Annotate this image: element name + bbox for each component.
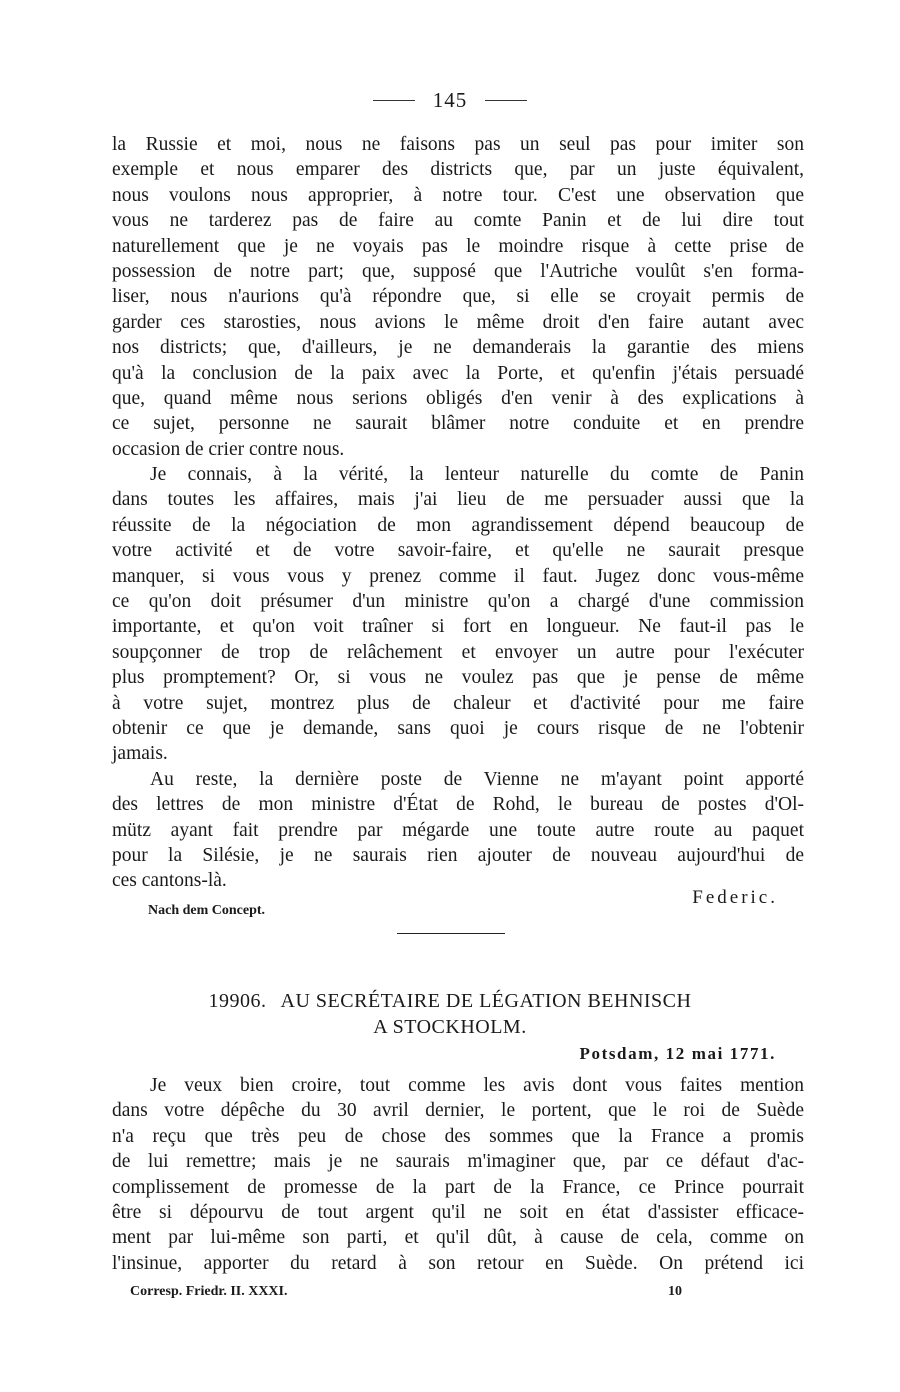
header-rule-left (373, 100, 415, 101)
letter2-title-line2: A STOCKHOLM. (373, 1016, 527, 1038)
text-line: mütz ayant fait prendre par mégarde une toute autre route au paquet (112, 819, 804, 841)
text-line: dans toutes les affaires, mais j'ai lieu de me persuader aussi que la (112, 489, 804, 511)
text-line: être si dépourvu de tout argent qu'il ne soit en état d'assister efficace- (112, 1201, 804, 1223)
signature: Federic. (692, 887, 778, 908)
text-line: occasion de crier contre nous. (112, 438, 345, 460)
text-line: pour la Silésie, je ne saurais rien ajouter de nouveau aujourd'hui de (112, 844, 804, 866)
text-line: Au reste, la dernière poste de Vienne ne m'ayant point apporté (150, 768, 804, 790)
text-line: nous voulons nous approprier, à notre tour. C'est une observation que (112, 184, 804, 206)
letter2-body (112, 1073, 804, 1276)
text-line: plus promptement? Or, si vous ne voulez pas que je pense de même (112, 667, 804, 689)
text-line: ce sujet, personne ne saurait blâmer notre conduite et en prendre (112, 413, 804, 435)
letter2-title-line1 (0, 988, 900, 1014)
text-line: qu'à la conclusion de la paix avec la Porte, et qu'enfin j'étais persuadé (112, 362, 804, 384)
text-line: la Russie et moi, nous ne faisons pas un seul pas pour imiter son (112, 134, 804, 155)
text-line: Je veux bien croire, tout comme les avis dont vous faites mention (150, 1075, 804, 1096)
section-separator (397, 933, 505, 934)
text-line: ment par lui-même son parti, et qu'il dût, à cause de cela, comme on (112, 1227, 804, 1249)
letter2-title: AU SECRÉTAIRE DE LÉGATION BEHNISCH (280, 990, 692, 1012)
signature-row (112, 887, 804, 927)
text-line: dans votre dépêche du 30 avril dernier, le portent, que le roi de Suède (112, 1100, 804, 1122)
text-line: importante, et qu'on voit traîner si fort en longueur. Ne faut-il pas le (112, 616, 804, 638)
signature-mark: Corresp. Friedr. II. XXXI. (130, 1284, 288, 1299)
text-line: n'a reçu que très peu de chose des sommes que la France a promis (112, 1125, 804, 1147)
page-footer (130, 1284, 690, 1304)
letter1-body (112, 132, 804, 894)
sheet-number: 10 (668, 1284, 682, 1299)
text-line: obtenir ce que je demande, sans quoi je cours risque de ne l'obtenir (112, 717, 804, 739)
text-line: ces cantons-là. (112, 870, 227, 892)
text-line: de lui remettre; mais je ne saurais m'imaginer que, par ce défaut d'ac- (112, 1151, 804, 1173)
text-line: ce qu'on doit présumer d'un ministre qu'on a chargé d'une commission (112, 591, 804, 613)
text-line: des lettres de mon ministre d'État de Rohd, le bureau de postes d'Ol- (112, 794, 804, 816)
text-line: Je connais, à la vérité, la lenteur naturelle du comte de Panin (150, 464, 804, 486)
text-line: à votre sujet, montrez plus de chaleur et d'activité pour me faire (112, 692, 804, 714)
header-rule-right (485, 100, 527, 101)
text-line: manquer, si vous vous y prenez comme il faut. Jugez donc vous-même (112, 565, 804, 587)
text-line: réussite de la négociation de mon agrandissement dépend beaucoup de (112, 514, 804, 536)
text-line: exemple et nous emparer des districts que, par un juste équivalent, (112, 159, 804, 181)
text-line: naturellement que je ne voyais pas le moindre risque à cette prise de (112, 235, 804, 257)
source-note: Nach dem Concept. (148, 903, 266, 918)
letter-number: 19906. (208, 990, 267, 1012)
text-line: jamais. (112, 743, 168, 765)
text-line: possession de notre part; que, supposé que l'Autriche voulût s'en forma- (112, 260, 804, 282)
text-line: votre activité et de votre savoir-faire, et qu'elle ne saurait presque (112, 540, 804, 562)
text-line: vous ne tarderez pas de faire au comte Panin et de lui dire tout (112, 210, 804, 232)
text-line: complissement de promesse de la part de la France, ce Prince pourrait (112, 1176, 804, 1198)
dateline: Potsdam, 12 mai 1771. (579, 1044, 776, 1063)
page-header (0, 88, 900, 113)
text-line: soupçonner de trop de relâchement et envoyer un autre pour l'exécuter (112, 641, 804, 663)
letter2-heading (0, 988, 900, 1040)
page-number: 145 (432, 88, 468, 112)
text-line: l'insinue, apporter du retard à son retour en Suède. On prétend ici (112, 1252, 804, 1274)
text-line: garder ces starosties, nous avions le même droit d'en faire autant avec (112, 311, 804, 333)
text-line: que, quand même nous serions obligés d'en venir à des explications à (112, 387, 804, 409)
text-line: nos districts; que, d'ailleurs, je ne demanderais la garantie des miens (112, 337, 804, 359)
text-line: liser, nous n'aurions qu'à répondre que, si elle se croyait permis de (112, 286, 804, 308)
